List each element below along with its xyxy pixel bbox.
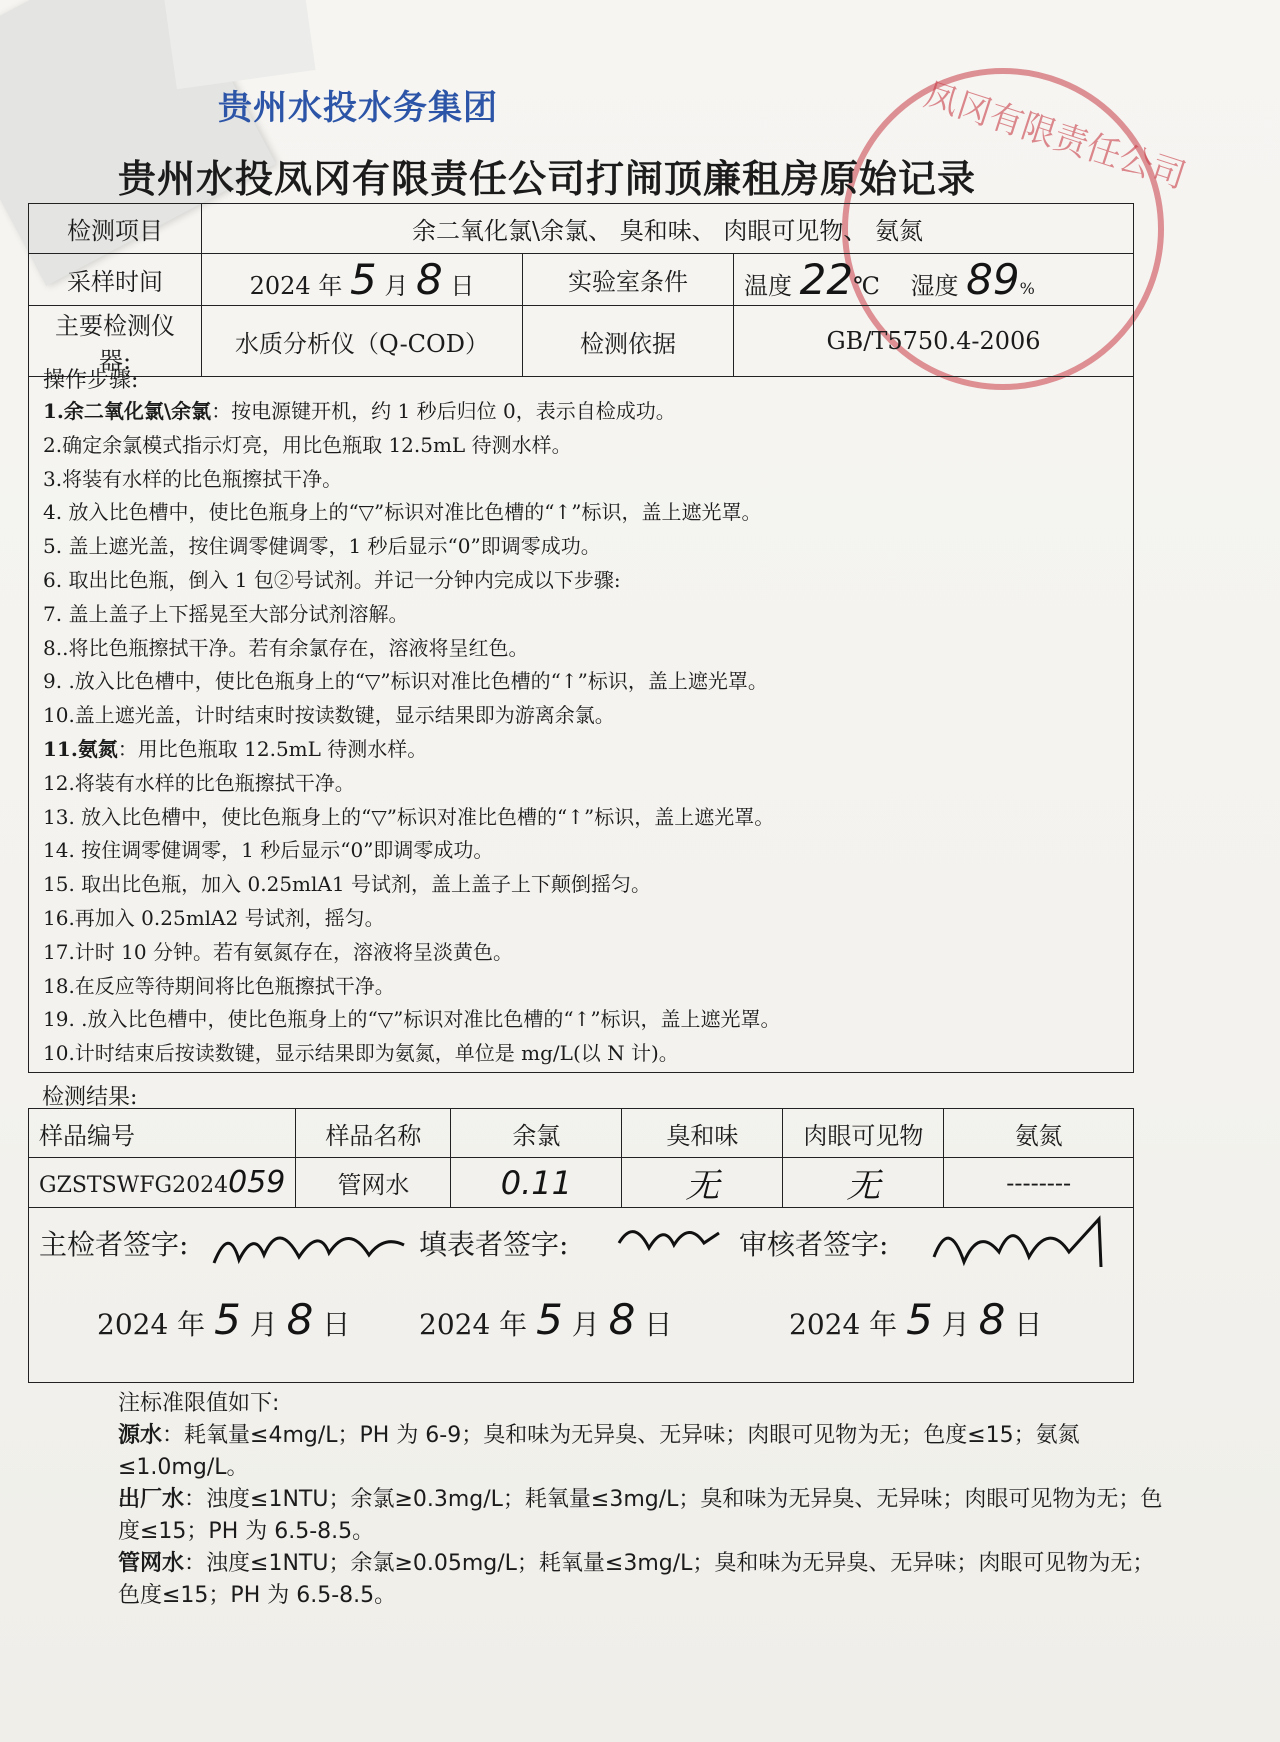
- header-visible: 肉眼可见物: [783, 1109, 944, 1158]
- paper-overlap: [164, 0, 315, 89]
- inspector-label: 主检者签字:: [39, 1228, 189, 1261]
- header-sample-id: 样品编号: [29, 1109, 296, 1158]
- filler-date: 2024 年 5 月 8 日: [419, 1295, 673, 1344]
- instrument-label: 主要检测仪器:: [29, 306, 202, 377]
- procedure-step: 6. 取出比色瓶，倒入 1 包②号试剂。并记一分钟内完成以下步骤:: [43, 568, 621, 592]
- lab-condition-value: 温度 22℃ 湿度 89%: [734, 254, 1134, 306]
- procedure-step: 19. .放入比色槽中，使比色瓶身上的“▽”标识对准比色槽的“↑”标识，盖上遮光罩。: [43, 1007, 781, 1032]
- procedure-step: 9. .放入比色槽中，使比色瓶身上的“▽”标识对准比色槽的“↑”标识，盖上遮光罩。: [43, 669, 768, 694]
- procedure-step: 17.计时 10 分钟。若有氨氮存在，溶液将呈淡黄色。: [43, 939, 513, 964]
- cell-sample-name: 管网水: [296, 1158, 451, 1208]
- procedure-step: 15. 取出比色瓶，加入 0.25mlA1 号试剂，盖上盖子上下颠倒摇匀。: [43, 872, 651, 897]
- item-value: 余二氧化氯\余氯、 臭和味、 肉眼可见物、 氨氮: [202, 204, 1134, 254]
- procedure-title: 操作步骤:: [43, 368, 139, 393]
- sample-time-label: 采样时间: [29, 254, 202, 306]
- standard-notes: [118, 1388, 1173, 1612]
- reviewer-label: 审核者签字:: [739, 1228, 889, 1261]
- procedure-step: 5. 盖上遮光盖，按住调零健调零，1 秒后显示“0”即调零成功。: [43, 534, 601, 559]
- procedure-step: 8..将比色瓶擦拭干净。若有余氯存在，溶液将呈红色。: [43, 635, 529, 660]
- note-source-water: 源水：耗氧量≤4mg/L；PH 为 6-9；臭和味为无异臭、无异味；肉眼可见物为无；色度≤15；氨氮≤1.0mg/L。: [118, 1423, 1080, 1480]
- procedure-step: 11.氨氮：用比色瓶取 12.5mL 待测水样。: [43, 737, 428, 761]
- procedure-step: 3.将装有水样的比色瓶擦拭干净。: [43, 466, 343, 491]
- info-table: [28, 203, 1134, 377]
- procedure-step: 13. 放入比色槽中，使比色瓶身上的“▽”标识对准比色槽的“↑”标识，盖上遮光罩。: [43, 804, 775, 829]
- header-chlorine: 余氯: [451, 1109, 622, 1158]
- cell-visible: 无: [783, 1158, 944, 1208]
- procedure-step: 1.余二氧化氯\余氯：按电源键开机，约 1 秒后归位 0，表示自检成功。: [43, 399, 676, 423]
- procedure-step: 14. 按住调零健调零，1 秒后显示“0”即调零成功。: [43, 838, 494, 863]
- procedure-step: 10.计时结束后按读数键，显示结果即为氨氮，单位是 mg/L(以 N 计)。: [43, 1041, 679, 1066]
- cell-odor: 无: [622, 1158, 783, 1208]
- procedure-section: [28, 357, 1134, 1073]
- header-sample-name: 样品名称: [296, 1109, 451, 1158]
- lab-condition-label: 实验室条件: [523, 254, 734, 306]
- temperature-handwritten: 22: [799, 255, 854, 304]
- results-table: [28, 1108, 1134, 1208]
- reviewer-date: 2024 年 5 月 8 日: [789, 1295, 1043, 1344]
- filler-signature: [614, 1213, 724, 1263]
- humidity-handwritten: 89: [966, 255, 1020, 304]
- filler-label: 填表者签字:: [419, 1228, 569, 1261]
- cell-chlorine: 0.11: [451, 1158, 622, 1208]
- cell-sample-id: GZSTSWFG2024059: [29, 1158, 296, 1208]
- document-title: 贵州水投凤冈有限责任公司打闹顶廉租房原始记录: [118, 157, 977, 201]
- notes-title: 注标准限值如下:: [118, 1391, 280, 1416]
- procedure-step: 16.再加入 0.25mlA2 号试剂，摇匀。: [43, 906, 385, 930]
- procedure-step: 12.将装有水样的比色瓶擦拭干净。: [43, 770, 355, 795]
- inspector-date: 2024 年 5 月 8 日: [97, 1295, 351, 1344]
- brand-logo-text: 贵州水投水务集团: [218, 88, 498, 128]
- sample-day-handwritten: 8: [416, 255, 443, 304]
- reviewer-signature: [929, 1207, 1109, 1277]
- procedure-step: 18.在反应等待期间将比色瓶擦拭干净。: [43, 973, 395, 998]
- basis-value: GB/T5750.4-2006: [734, 306, 1134, 377]
- procedure-step: 2.确定余氯模式指示灯亮，用比色瓶取 12.5mL 待测水样。: [43, 432, 572, 457]
- note-pipe-water: 管网水：浊度≤1NTU；余氯≥0.05mg/L；耗氧量≤3mg/L；臭和味为无异臭、无异味；肉眼可见物为无；色度≤15；PH 为 6.5-8.5。: [118, 1551, 1155, 1608]
- procedure-step: 4. 放入比色槽中，使比色瓶身上的“▽”标识对准比色槽的“↑”标识，盖上遮光罩。: [43, 500, 762, 525]
- note-factory-water: 出厂水：浊度≤1NTU；余氯≥0.3mg/L；耗氧量≤3mg/L；臭和味为无异臭、无异味；肉眼可见物为无；色度≤15；PH 为 6.5-8.5。: [118, 1487, 1163, 1544]
- header-odor: 臭和味: [622, 1109, 783, 1158]
- procedure-step: 7. 盖上盖子上下摇晃至大部分试剂溶解。: [43, 601, 409, 626]
- sample-time-value: 2024 年 5 月 8 日: [202, 254, 523, 306]
- sample-month-handwritten: 5: [349, 255, 377, 304]
- item-label: 检测项目: [29, 204, 202, 254]
- instrument-value: 水质分析仪（Q-COD）: [202, 306, 523, 377]
- seal-text: 凤冈有限责任公司: [919, 74, 1191, 197]
- signature-section: [28, 1205, 1134, 1383]
- results-title: 检测结果:: [42, 1085, 138, 1110]
- procedure-step: 10.盖上遮光盖，计时结束时按读数键，显示结果即为游离余氯。: [43, 703, 615, 728]
- header-ammonia: 氨氮: [944, 1109, 1134, 1158]
- inspector-signature: [209, 1215, 409, 1275]
- sample-id-handwritten: 059: [228, 1165, 286, 1200]
- cell-ammonia: --------: [944, 1158, 1134, 1208]
- basis-label: 检测依据: [523, 306, 734, 377]
